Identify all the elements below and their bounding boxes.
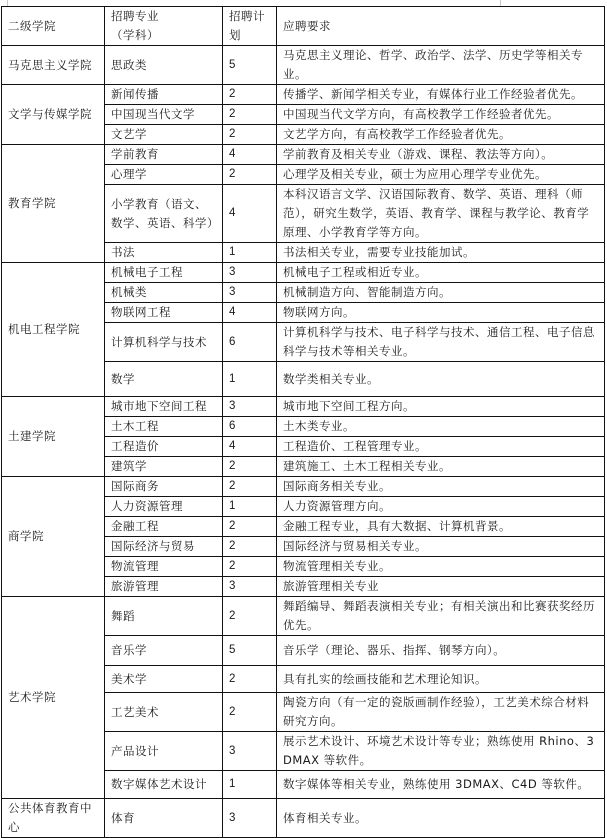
major-cell: 工程造价 [105,437,223,457]
requirement-cell: 展示艺术设计、环境艺术设计等专业；熟练使用 Rhino、3DMAX 等软件。 [277,732,605,771]
requirement-cell: 学前教育及相关专业（游戏、课程、教法等方向）。 [277,145,605,165]
header-major [105,7,223,46]
plan-cell: 2 [223,85,277,105]
major-cell: 书法 [105,243,223,263]
plan-cell: 2 [223,693,277,732]
plan-cell: 1 [223,243,277,263]
header-plan-line2: 划 [229,28,241,42]
plan-cell: 4 [223,145,277,165]
plan-cell: 2 [223,517,277,537]
plan-cell: 2 [223,666,277,693]
plan-cell: 3 [223,283,277,303]
major-cell: 计算机科学与技术 [105,323,223,362]
requirement-cell: 舞蹈编导、舞蹈表演相关专业；有相关演出和比赛获奖经历优先。 [277,597,605,636]
college-cell: 教育学院 [2,145,105,263]
major-cell: 体育 [105,799,223,838]
table-row [2,46,605,85]
college-cell: 艺术学院 [2,597,105,799]
plan-cell: 4 [223,437,277,457]
plan-cell: 4 [223,303,277,323]
major-cell: 新闻传播 [105,85,223,105]
plan-cell: 2 [223,557,277,577]
plan-cell: 1 [223,497,277,517]
major-cell: 中国现当代文学 [105,105,223,125]
major-cell: 学前教育 [105,145,223,165]
requirement-cell: 音乐学（理论、器乐、指挥、钢琴方向）。 [277,636,605,666]
plan-cell: 3 [223,732,277,771]
major-cell: 土木工程 [105,417,223,437]
plan-cell: 5 [223,46,277,85]
plan-cell: 2 [223,165,277,185]
requirement-cell: 土木类专业。 [277,417,605,437]
requirement-cell: 物联网方向。 [277,303,605,323]
table-row [2,597,605,636]
requirement-cell: 旅游管理相关专业 [277,577,605,597]
plan-cell: 3 [223,799,277,838]
college-cell: 文学与传媒学院 [2,85,105,145]
college-cell: 机电工程学院 [2,263,105,397]
requirement-cell: 物流管理相关专业。 [277,557,605,577]
header-major-line2: （学科） [111,28,159,42]
header-plan [223,7,277,46]
header-college: 二级学院 [2,7,105,46]
major-cell: 人力资源管理 [105,497,223,517]
plan-cell: 3 [223,263,277,283]
major-cell: 音乐学 [105,636,223,666]
plan-cell: 1 [223,771,277,799]
major-cell: 思政类 [105,46,223,85]
major-cell: 小学教育（语文、数学、英语、科学） [105,185,223,243]
requirement-cell: 体育相关专业。 [277,799,605,838]
major-cell: 舞蹈 [105,597,223,636]
plan-cell: 3 [223,577,277,597]
plan-cell: 2 [223,537,277,557]
requirement-cell: 计算机科学与技术、电子科学与技术、通信工程、电子信息科学与技术等相关专业。 [277,323,605,362]
plan-cell: 6 [223,323,277,362]
table-row [2,85,605,105]
college-cell: 土建学院 [2,397,105,477]
major-cell: 城市地下空间工程 [105,397,223,417]
requirement-cell: 建筑施工、土木工程相关专业。 [277,457,605,477]
requirement-cell: 城市地下空间工程方向。 [277,397,605,417]
major-cell: 物流管理 [105,557,223,577]
major-cell: 机械电子工程 [105,263,223,283]
requirement-cell: 金融工程专业，具有大数据、计算机背景。 [277,517,605,537]
major-cell: 心理学 [105,165,223,185]
major-cell: 产品设计 [105,732,223,771]
major-cell: 美术学 [105,666,223,693]
major-cell: 数字媒体艺术设计 [105,771,223,799]
plan-cell: 4 [223,185,277,243]
plan-cell: 5 [223,636,277,666]
major-cell: 国际商务 [105,477,223,497]
college-cell: 公共体育教育中心 [2,799,105,838]
major-cell: 数学 [105,362,223,397]
requirement-cell: 具有扎实的绘画技能和艺术理论知识。 [277,666,605,693]
requirement-cell: 数字媒体等相关专业，熟练使用 3DMAX、C4D 等软件。 [277,771,605,799]
plan-cell: 2 [223,477,277,497]
major-cell: 工艺美术 [105,693,223,732]
requirement-cell: 马克思主义理论、哲学、政治学、法学、历史学等相关专业。 [277,46,605,85]
requirement-cell: 文艺学方向，有高校教学工作经验者优先。 [277,125,605,145]
major-cell: 旅游管理 [105,577,223,597]
table-row [2,397,605,417]
header-major-line1: 招聘专业 [111,9,159,23]
major-cell: 文艺学 [105,125,223,145]
requirement-cell: 机械电子工程或相近专业。 [277,263,605,283]
header-requirements: 应聘要求 [277,7,605,46]
requirement-cell: 书法相关专业，需要专业技能加试。 [277,243,605,263]
college-cell: 马克思主义学院 [2,46,105,85]
table-row [2,799,605,838]
plan-cell: 1 [223,362,277,397]
requirement-cell: 机械制造方向、智能制造方向。 [277,283,605,303]
header-row [2,7,605,46]
requirement-cell: 国际商务相关专业。 [277,477,605,497]
table-row [2,477,605,497]
plan-cell: 2 [223,105,277,125]
requirement-cell: 数学类相关专业。 [277,362,605,397]
college-cell: 商学院 [2,477,105,597]
recruitment-table [1,6,605,838]
requirement-cell: 国际经济与贸易相关专业。 [277,537,605,557]
table-row [2,145,605,165]
header-plan-line1: 招聘计 [229,9,265,23]
major-cell: 国际经济与贸易 [105,537,223,557]
table-row [2,263,605,283]
requirement-cell: 人力资源管理方向。 [277,497,605,517]
plan-cell: 2 [223,125,277,145]
plan-cell: 3 [223,397,277,417]
major-cell: 物联网工程 [105,303,223,323]
requirement-cell: 中国现当代文学方向，有高校教学工作经验者优先。 [277,105,605,125]
major-cell: 建筑学 [105,457,223,477]
major-cell: 机械类 [105,283,223,303]
requirement-cell: 本科汉语言文学、汉语国际教育、数学、英语、理科（师范），研究生数学，英语、教育学、课程与教学论、教育学原理、小学教育学等方向。 [277,185,605,243]
requirement-cell: 传播学、新闻学相关专业，有媒体行业工作经验者优先。 [277,85,605,105]
major-cell: 金融工程 [105,517,223,537]
requirement-cell: 心理学及相关专业，硕士为应用心理学专业优先。 [277,165,605,185]
plan-cell: 6 [223,417,277,437]
plan-cell: 2 [223,597,277,636]
plan-cell: 2 [223,457,277,477]
requirement-cell: 工程造价、工程管理专业。 [277,437,605,457]
requirement-cell: 陶瓷方向（有一定的瓷版画制作经验），工艺美术综合材料研究方向。 [277,693,605,732]
